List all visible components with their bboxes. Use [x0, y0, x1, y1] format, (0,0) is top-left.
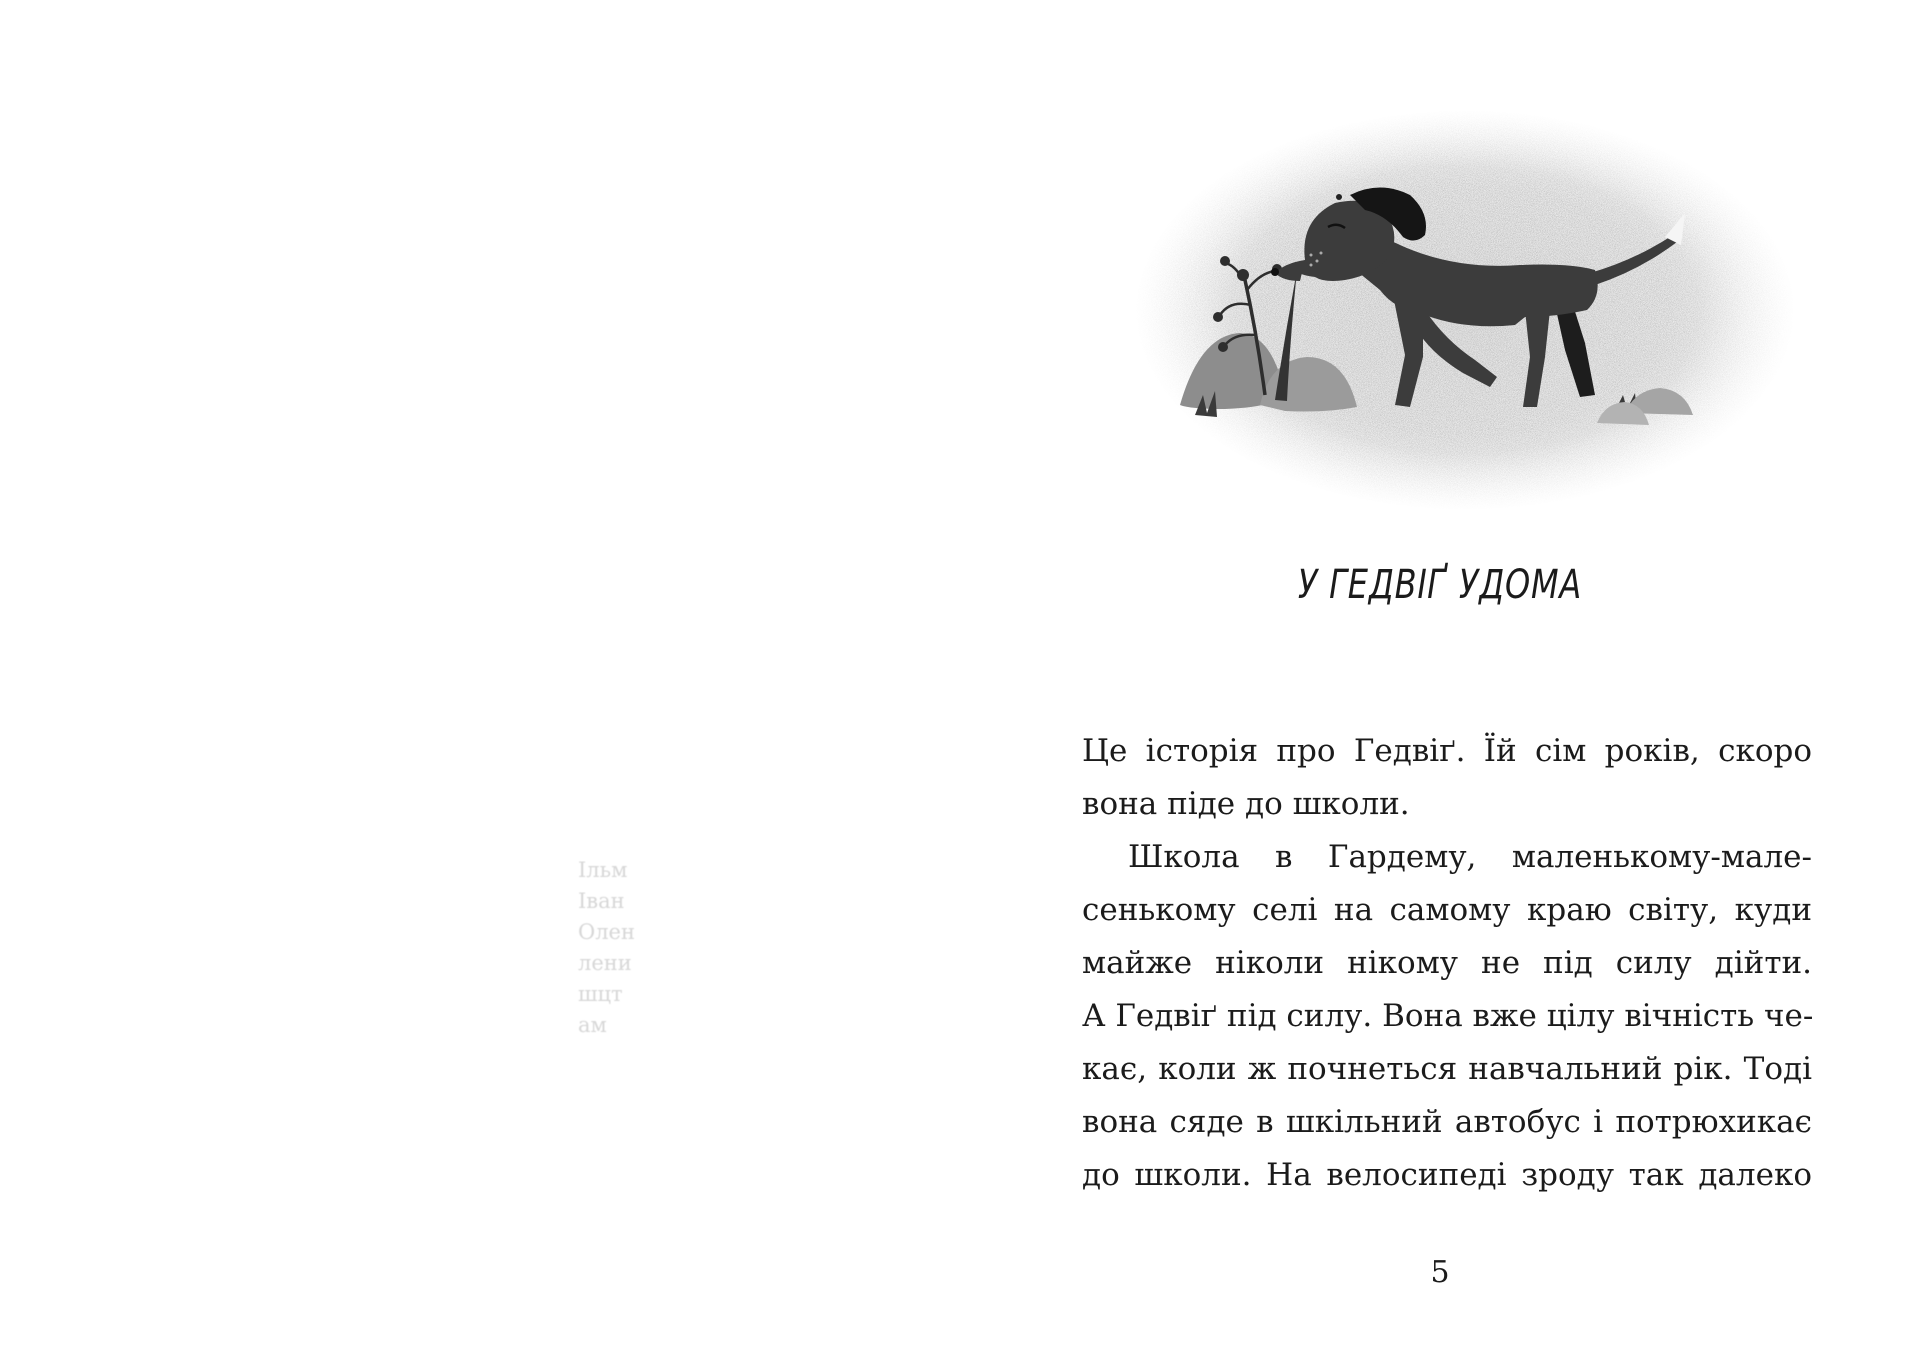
text-line: вона сяде в шкільний автобус і потрюхикає [1082, 1104, 1812, 1140]
bleed-line: Іван [578, 889, 625, 913]
text-line: кає, коли ж почнеться навчальний рік. Тоді [1082, 1051, 1812, 1087]
bleed-line: Ільм [578, 858, 628, 882]
dog-sniffing-plant-illustration [1125, 95, 1805, 520]
bleed-line: шцт [578, 982, 623, 1006]
text-line: Це історія про Гедвіґ. Їй сім років, скоро [1082, 733, 1812, 769]
right-page [960, 0, 1920, 1366]
bleed-line: лени [578, 951, 632, 975]
text-line: до школи. На велосипеді зроду так далеко [1082, 1157, 1812, 1193]
text-line: сенькому селі на самому краю світу, куди [1082, 892, 1812, 928]
chapter-title: У ГЕДВІҐ УДОМА [1297, 562, 1583, 608]
text-line: А Гедвіґ під силу. Вона вже цілу вічність че- [1082, 998, 1814, 1034]
text-line: майже ніколи нікому не під силу дійти. [1082, 945, 1812, 981]
bleed-through-text [578, 855, 668, 1041]
page-number: 5 [1430, 1255, 1450, 1290]
bleed-line: Олен [578, 920, 635, 944]
text-line: Школа в Гардему, маленькому-мале- [1128, 839, 1812, 875]
body-text [1082, 725, 1812, 1202]
text-line: вона піде до школи. [1082, 786, 1410, 822]
bleed-line: ам [578, 1013, 607, 1037]
